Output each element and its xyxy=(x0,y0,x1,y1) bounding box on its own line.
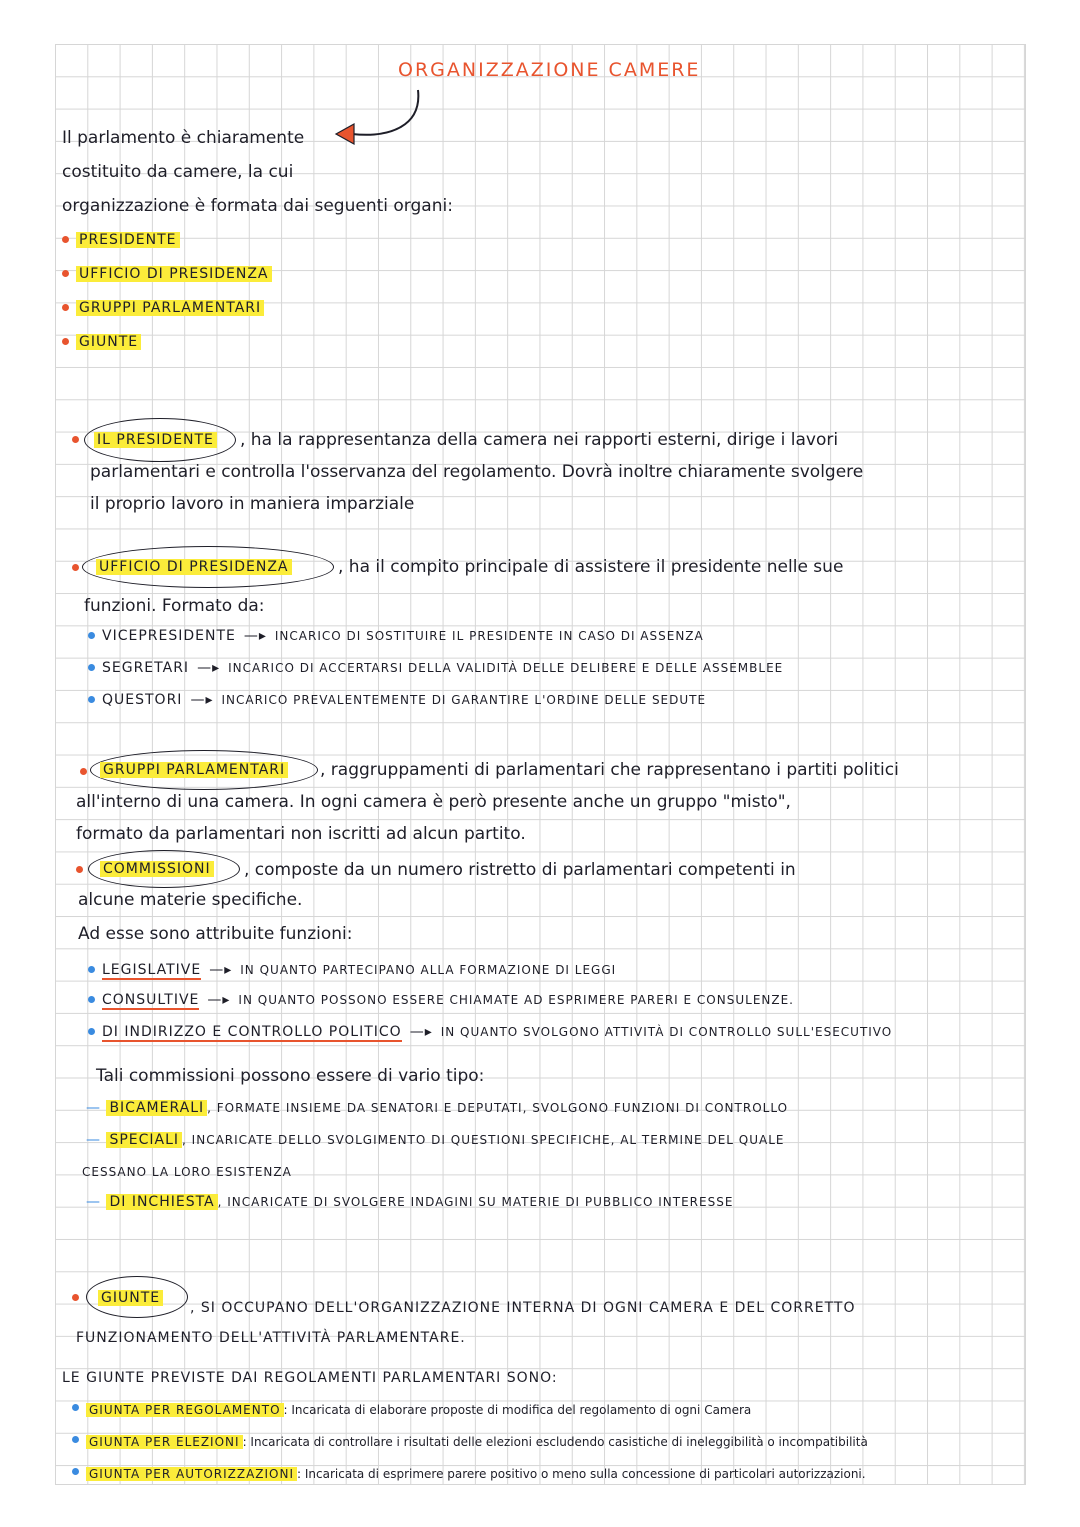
function-name: DI INDIRIZZO E CONTROLLO POLITICO xyxy=(102,1024,402,1040)
giunta-item xyxy=(86,1432,868,1452)
arrow-right-icon: —▸ xyxy=(190,692,214,708)
type-name: SPECIALI xyxy=(106,1132,182,1148)
giunta-item xyxy=(86,1464,866,1484)
presidente-line-3: il proprio lavoro in maniera imparziale xyxy=(90,494,415,514)
giunta-item xyxy=(86,1400,751,1420)
giunta-desc: : Incaricata di esprimere parere positivo o meno sulla concessione di particolari autorizzazioni. xyxy=(297,1467,866,1481)
giunta-desc: : Incaricata di controllare i risultati delle elezioni escludendo casistiche di ineleggibilità o incompatibilità xyxy=(242,1435,868,1449)
type-desc: , FORMATE INSIEME DA SENATORI E DEPUTATI, SVOLGONO FUNZIONI DI CONTROLLO xyxy=(207,1101,789,1115)
ufficio-line-2: funzioni. Formato da: xyxy=(84,596,265,616)
bullet-icon xyxy=(62,304,69,311)
organ-item xyxy=(76,264,272,284)
giunte-line-3: LE GIUNTE PREVISTE DAI REGOLAMENTI PARLAMENTARI SONO: xyxy=(62,1370,558,1386)
bullet-icon xyxy=(88,632,95,639)
member-desc: INCARICO DI SOSTITUIRE IL PRESIDENTE IN CASO DI ASSENZA xyxy=(274,629,704,643)
giunta-name: GIUNTA PER AUTORIZZAZIONI xyxy=(86,1467,297,1481)
ufficio-heading: UFFICIO DI PRESIDENZA xyxy=(96,557,292,577)
bullet-icon xyxy=(72,436,79,443)
bullet-icon xyxy=(88,664,95,671)
commissioni-line-3: Ad esse sono attribuite funzioni: xyxy=(78,924,353,944)
bullet-icon xyxy=(88,996,95,1003)
type-name: BICAMERALI xyxy=(106,1100,207,1116)
gruppi-line-3: formato da parlamentari non iscritti ad alcun partito. xyxy=(76,824,526,844)
arrow-right-icon: —▸ xyxy=(209,962,233,978)
function-desc: IN QUANTO PARTECIPANO ALLA FORMAZIONE DI LEGGI xyxy=(240,963,617,977)
arrow-right-icon: —▸ xyxy=(197,660,221,676)
bullet-icon xyxy=(72,564,79,571)
function-desc: IN QUANTO SVOLGONO ATTIVITÀ DI CONTROLLO SULL'ESECUTIVO xyxy=(440,1025,893,1039)
arrow-right-icon: —▸ xyxy=(243,628,267,644)
intro-line-2: costituito da camere, la cui xyxy=(62,162,294,182)
member-item xyxy=(102,626,704,646)
dash-icon: — xyxy=(86,1132,107,1148)
organ-item xyxy=(76,332,141,352)
type-name: DI INCHIESTA xyxy=(106,1194,217,1210)
organ-item xyxy=(76,298,264,318)
function-item xyxy=(102,990,794,1010)
page-title: ORGANIZZAZIONE CAMERE xyxy=(398,59,701,81)
curved-arrow-icon xyxy=(330,86,430,146)
organ-label: PRESIDENTE xyxy=(76,232,180,248)
member-item xyxy=(102,690,706,710)
arrow-right-icon: —▸ xyxy=(409,1024,433,1040)
organ-item xyxy=(76,230,180,250)
function-item xyxy=(102,960,616,980)
types-intro: Tali commissioni possono essere di vario tipo: xyxy=(96,1066,485,1086)
function-name: CONSULTIVE xyxy=(102,992,200,1008)
bullet-icon xyxy=(88,696,95,703)
bullet-icon xyxy=(88,1028,95,1035)
intro-line-1: Il parlamento è chiaramente xyxy=(62,128,305,148)
giunte-line-1: , SI OCCUPANO DELL'ORGANIZZAZIONE INTERNA DI OGNI CAMERA E DEL CORRETTO xyxy=(190,1300,856,1316)
member-desc: INCARICO DI ACCERTARSI DELLA VALIDITÀ DELLE DELIBERE E DELLE ASSEMBLEE xyxy=(228,661,784,675)
function-item xyxy=(102,1022,892,1042)
dash-icon: — xyxy=(86,1194,107,1210)
member-name: VICEPRESIDENTE xyxy=(102,628,236,644)
ufficio-line-1: , ha il compito principale di assistere il presidente nelle sue xyxy=(338,557,844,577)
function-name: LEGISLATIVE xyxy=(102,962,202,978)
bullet-icon xyxy=(62,236,69,243)
presidente-line-2: parlamentari e controlla l'osservanza del regolamento. Dovrà inoltre chiaramente svolgere xyxy=(90,462,864,482)
presidente-heading: IL PRESIDENTE xyxy=(94,430,217,450)
type-desc: , INCARICATE DELLO SVOLGIMENTO DI QUESTIONI SPECIFICHE, AL TERMINE DEL QUALE xyxy=(182,1133,785,1147)
type-item xyxy=(86,1130,784,1150)
gruppi-line-2: all'interno di una camera. In ogni camera è però presente anche un gruppo "misto", xyxy=(76,792,791,812)
function-desc: IN QUANTO POSSONO ESSERE CHIAMATE AD ESPRIMERE PARERI E CONSULENZE. xyxy=(238,993,794,1007)
presidente-line-1: , ha la rappresentanza della camera nei rapporti esterni, dirige i lavori xyxy=(240,430,839,450)
organ-label: UFFICIO DI PRESIDENZA xyxy=(76,266,272,282)
member-name: SEGRETARI xyxy=(102,660,190,676)
bullet-icon xyxy=(72,1404,79,1411)
bullet-icon xyxy=(62,338,69,345)
bullet-icon xyxy=(88,966,95,973)
arrow-right-icon: —▸ xyxy=(207,992,231,1008)
bullet-icon xyxy=(76,866,83,873)
commissioni-heading: COMMISSIONI xyxy=(100,859,214,879)
commissioni-line-1: , composte da un numero ristretto di parlamentari competenti in xyxy=(244,860,796,880)
bullet-icon xyxy=(72,1468,79,1475)
organ-label: GIUNTE xyxy=(76,334,141,350)
intro-line-3: organizzazione è formata dai seguenti organi: xyxy=(62,196,453,216)
giunta-desc: : Incaricata di elaborare proposte di modifica del regolamento di ogni Camera xyxy=(283,1403,752,1417)
type-continuation: CESSANO LA LORO ESISTENZA xyxy=(82,1165,292,1179)
gruppi-heading: GRUPPI PARLAMENTARI xyxy=(100,760,288,780)
gruppi-line-1: , raggruppamenti di parlamentari che rappresentano i partiti politici xyxy=(320,760,899,780)
bullet-icon xyxy=(72,1436,79,1443)
type-desc: , INCARICATE DI SVOLGERE INDAGINI SU MATERIE DI PUBBLICO INTERESSE xyxy=(217,1195,734,1209)
type-item xyxy=(86,1192,733,1212)
giunta-name: GIUNTA PER REGOLAMENTO xyxy=(86,1403,284,1417)
organ-label: GRUPPI PARLAMENTARI xyxy=(76,300,264,316)
bullet-icon xyxy=(80,768,87,775)
bullet-icon xyxy=(72,1294,79,1301)
dash-icon: — xyxy=(86,1100,107,1116)
bullet-icon xyxy=(62,270,69,277)
giunta-name: GIUNTA PER ELEZIONI xyxy=(86,1435,243,1449)
type-item xyxy=(86,1098,788,1118)
member-desc: INCARICO PREVALENTEMENTE DI GARANTIRE L'ORDINE DELLE SEDUTE xyxy=(221,693,707,707)
member-item xyxy=(102,658,783,678)
commissioni-line-2: alcune materie specifiche. xyxy=(78,890,303,910)
member-name: QUESTORI xyxy=(102,692,183,708)
giunte-line-2: FUNZIONAMENTO DELL'ATTIVITÀ PARLAMENTARE. xyxy=(76,1330,466,1346)
giunte-heading: GIUNTE xyxy=(98,1288,163,1308)
